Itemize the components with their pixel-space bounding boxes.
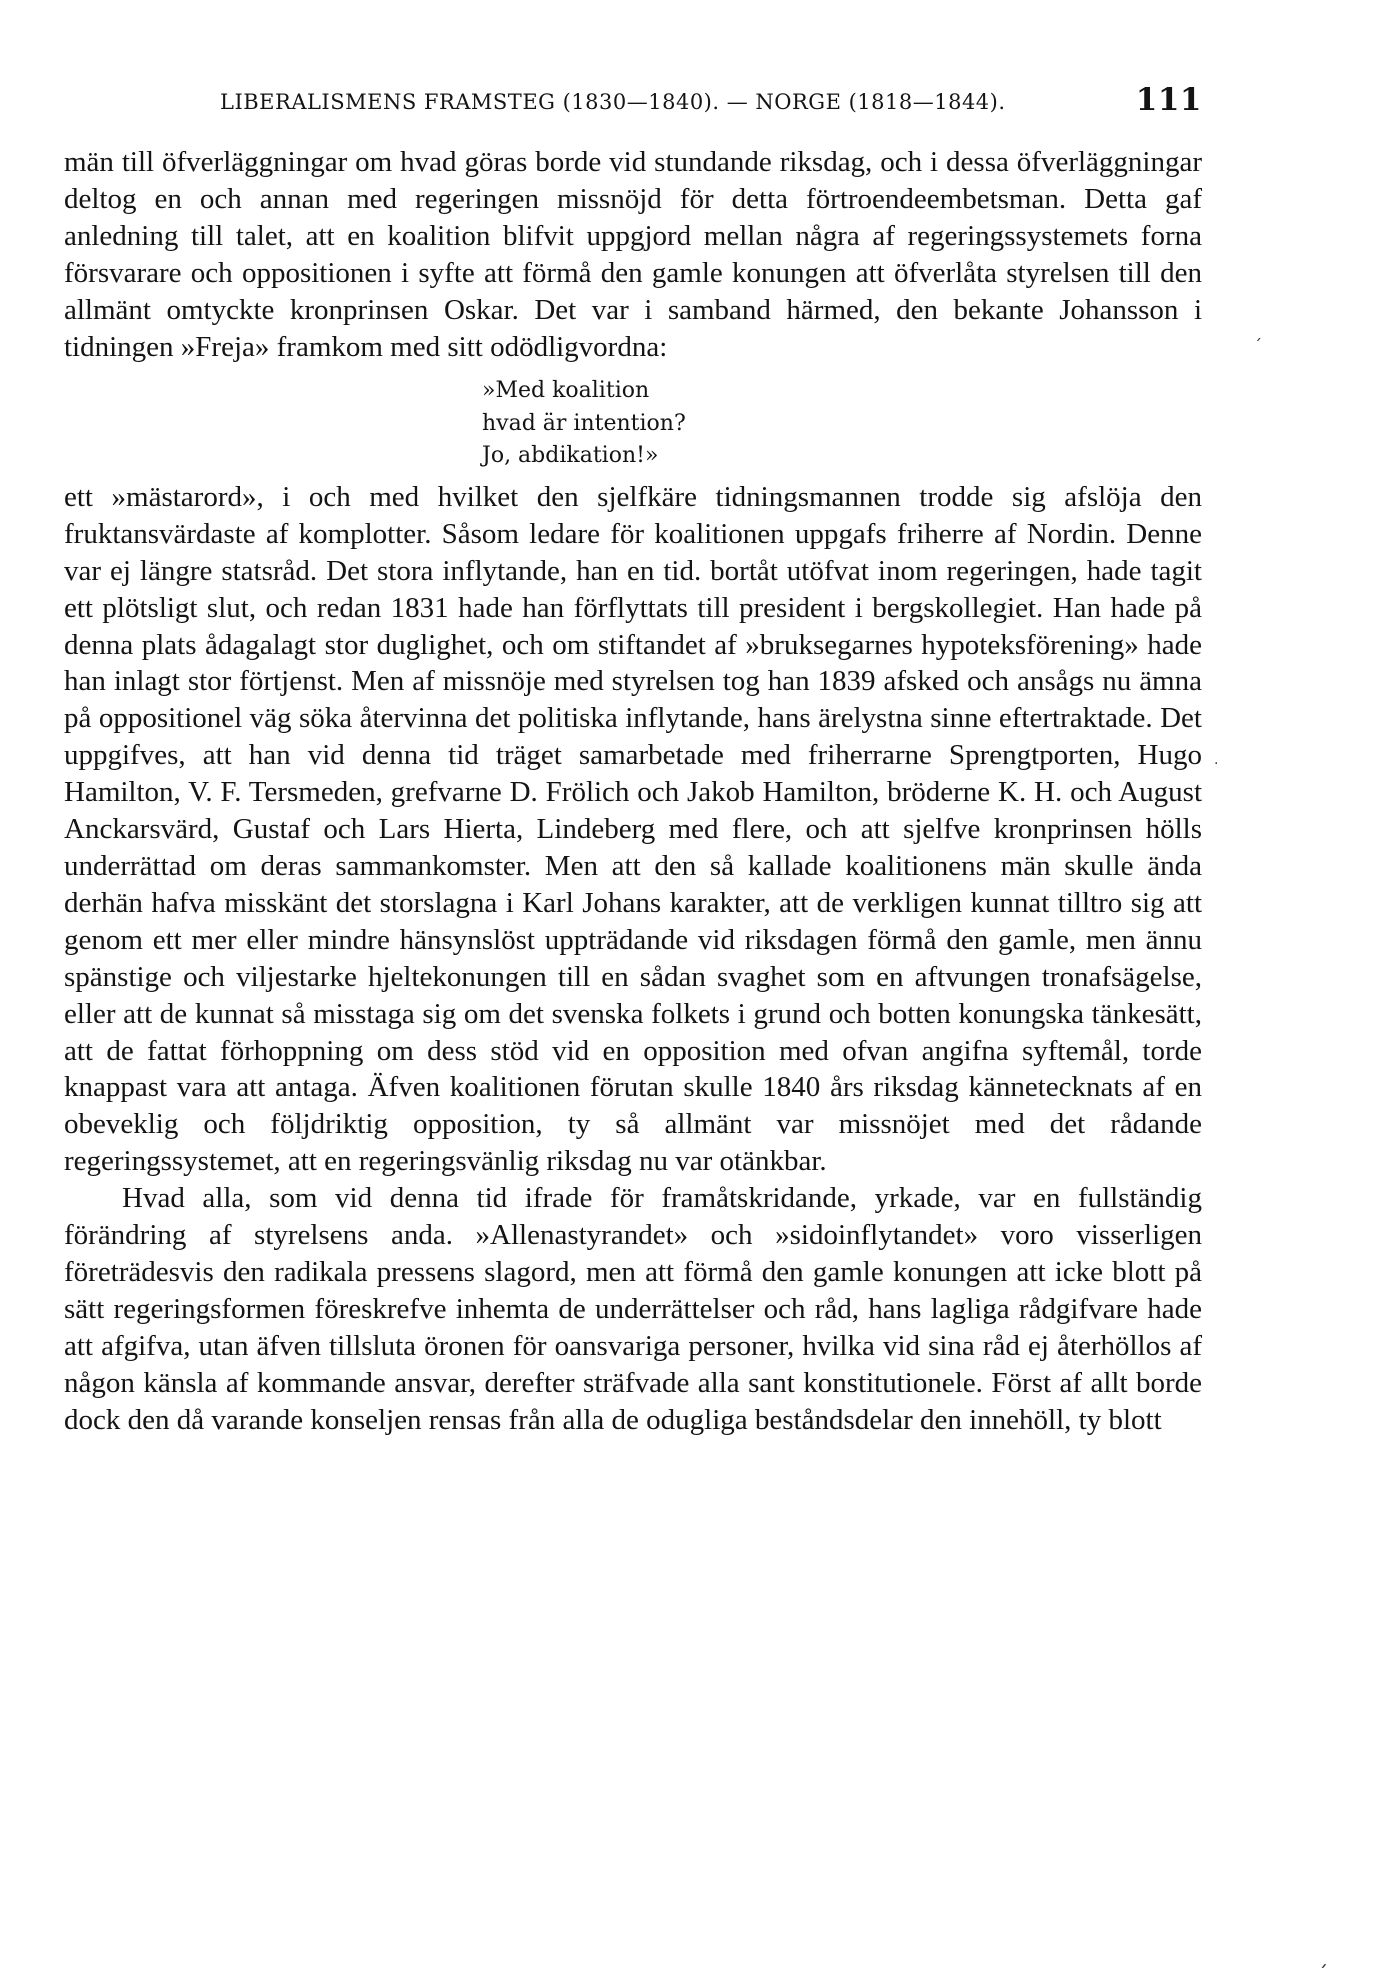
- verse-quote: [64, 375, 1202, 473]
- paragraph-3: Hvad alla, som vid denna tid ifrade för framåtskridande, yrkade, var en fullständig förändring af styrelsens anda. »Allenastyrandet» och »sidoinflytandet» voro visserligen företrädesvis den radikala pressens slagord, men att förmå den gamle konungen att icke blott på sätt regeringsformen föreskrefve inhemta de underrättelser och råd, hans lagliga rådgifvare hade att afgifva, utan äfven tillsluta öronen för oansvariga personer, hvilka vid sina råd ej återhöllos af någon känsla af kommande ansvar, derefter sträfvade alla sant konstitutionele. Först af allt borde dock den då varande konseljen rensas från alla de odugliga beståndsdelar den innehöll, ty blott: [64, 1182, 1202, 1436]
- verse-line-2: hvad är intention?: [482, 410, 686, 436]
- verse-line-1: »Med koalition: [482, 378, 650, 404]
- running-head-title: LIBERALISMENS FRAMSTEG (1830—1840). — NORGE (1818—1844).: [220, 90, 1006, 114]
- body-text: [64, 144, 1202, 1439]
- page-number: 111: [1135, 82, 1202, 118]
- margin-dot-mark: ·: [1214, 756, 1219, 772]
- verse-line-3: Jo, abdikation!»: [482, 443, 659, 469]
- paragraph-1: män till öfverläggningar om hvad göras borde vid stundande riksdag, och i dessa öfverläggningar deltog en och annan med regeringen missnöjd för detta förtroendeembetsman. Detta gaf anledning till talet, att en koalition blifvit uppgjord mellan några af regeringssystemets forna försvarare och oppositionen i syfte att förmå den gamle konungen att öfverlåta styrelsen till den allmänt omtyckte kronprinsen Oskar. Det var i samband härmed, den bekante Johansson i tidningen »Freja» framkom med sitt odödligvordna:: [64, 146, 1202, 363]
- margin-speck-mark: ˊ: [1254, 336, 1262, 355]
- paragraph-2: ett »mästarord», i och med hvilket den sjelfkäre tidningsmannen trodde sig afslöja den fruktansvärdaste af komplotter. Såsom ledare för koalitionen uppgafs friherre af Nordin. Denne var ej längre statsråd. Det stora inflytande, han en tid. bortåt utöfvat inom regeringen, hade tagit ett plötsligt slut, och redan 1831 hade han förflyttats till president i bergskollegiet. Han hade på denna plats ådagalagt stor duglighet, och om stiftandet af »bruksegarnes hypoteksförening» hade han inlagt stor förtjenst. Men af missnöje med styrelsen tog han 1839 afsked och ansågs nu ämna på oppositionel väg söka återvinna det politiska inflytande, hans ärelystna sinne eftertraktade. Det uppgifves, att han vid denna tid träget samarbetade med friherrarne Sprengtporten, Hugo Hamilton, V. F. Tersmeden, grefvarne D. Frölich och Jakob Hamilton, bröderne K. H. och August Anckarsvärd, Gustaf och Lars Hierta, Lindeberg med flere, och att sjelfve kronprinsen hölls underrättad om deras sammankomster. Men att den så kallade koalitionens män skulle ända derhän hafva misskänt det storslagna i Karl Johans karakter, att de verkligen kunnat tilltro sig att genom ett mer eller mindre hänsynslöst uppträdande vid riksdagen förmå den gamle, men ännu spänstige och viljestarke hjeltekonungen till en sådan svaghet som en aftvungen tronafsägelse, eller att de kunnat så misstaga sig om det svenska folkets i grund och botten konungska tänkesätt, att de fattat förhoppning om dess stöd vid en opposition med ofvan angifna syftemål, torde knappast vara att antaga. Äfven koalitionen förutan skulle 1840 års riksdag kännetecknats af en obeveklig och följdriktig opposition, ty så allmänt var missnöjet med det rådande regeringssystemet, att en regeringsvänlig riksdag nu var otänkbar.: [64, 480, 1202, 1178]
- corner-stroke-mark: ˏ: [1318, 1944, 1328, 1968]
- running-head: [220, 82, 1220, 122]
